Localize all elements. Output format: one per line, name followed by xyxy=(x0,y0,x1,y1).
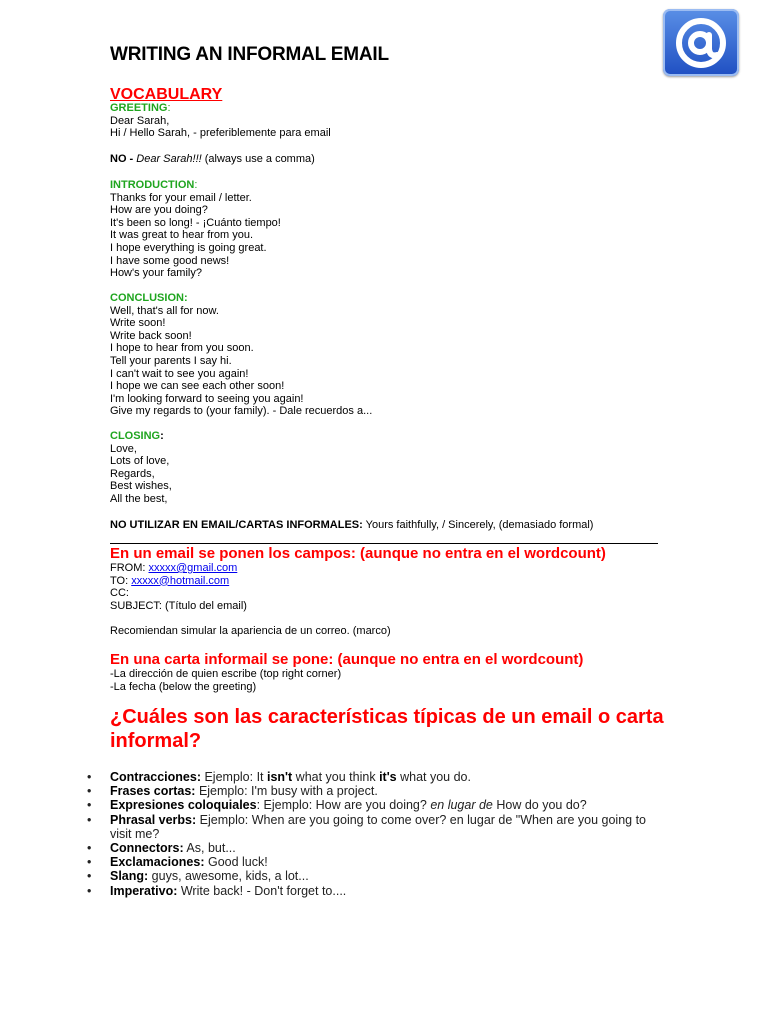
bullet-icon: • xyxy=(87,770,92,784)
introduction-line: It was great to hear from you. xyxy=(110,229,254,242)
item-label: Imperativo: xyxy=(110,883,178,898)
to-label: TO: xyxy=(110,574,132,587)
closing-label: CLOSING xyxy=(110,430,161,442)
item-label: Expresiones coloquiales xyxy=(110,798,257,813)
item-text: Ejemplo: I'm busy with a project. xyxy=(195,784,378,799)
introduction-line: How's your family? xyxy=(110,267,202,280)
closing-line: Lots of love, xyxy=(110,455,170,468)
no-example: Dear Sarah!!! xyxy=(136,153,202,165)
conclusion-label: CONCLUSION: xyxy=(110,292,188,304)
letter-field-line: -La fecha (below the greeting) xyxy=(110,680,257,693)
letter-fields-section xyxy=(110,668,341,693)
at-sign-icon xyxy=(663,9,739,76)
bullet-icon: • xyxy=(87,869,92,884)
item-text: Good luck! xyxy=(204,855,268,870)
characteristics-list xyxy=(87,770,665,898)
closing-line: All the best, xyxy=(110,492,168,505)
introduction-line: It's been so long! - ¡Cuánto tiempo! xyxy=(110,216,281,229)
list-item xyxy=(87,812,665,841)
conclusion-line: I can't wait to see you again! xyxy=(110,367,249,380)
bullet-icon: • xyxy=(87,812,92,827)
introduction-label: INTRODUCTION xyxy=(110,179,195,191)
no-note: (always use a comma) xyxy=(201,153,315,165)
divider xyxy=(110,543,658,544)
closing-line: Love, xyxy=(110,442,137,455)
vocabulary-heading: VOCABULARY xyxy=(110,86,223,103)
greeting-line: Hi / Hello Sarah, - preferiblemente para email xyxy=(110,127,331,140)
email-fields-section xyxy=(110,562,247,612)
item-text: As, but... xyxy=(183,841,236,856)
item-text: How do you do? xyxy=(492,798,587,813)
list-item xyxy=(87,798,665,813)
item-label: Phrasal verbs: xyxy=(110,812,197,827)
no-prefix: NO - xyxy=(110,153,137,165)
list-item xyxy=(87,841,665,856)
item-italic: en lugar de xyxy=(430,798,493,813)
bullet-icon: • xyxy=(87,798,92,813)
conclusion-line: Write back soon! xyxy=(110,329,192,342)
bullet-icon: • xyxy=(87,784,92,799)
list-item xyxy=(87,784,665,799)
item-label: Exclamaciones: xyxy=(110,855,205,870)
characteristics-heading: ¿Cuáles son las características típicas de un email o carta informal? xyxy=(110,706,664,752)
item-label: Connectors: xyxy=(110,841,184,856)
conclusion-line: I hope we can see each other soon! xyxy=(110,380,285,393)
no-utilizar-label: NO UTILIZAR EN EMAIL/CARTAS INFORMALES: xyxy=(110,519,363,531)
letter-field-line: -La dirección de quien escribe (top right corner) xyxy=(110,668,342,680)
greeting-no-note xyxy=(110,153,315,166)
bullet-icon: • xyxy=(87,841,92,856)
item-text: what you think xyxy=(292,770,380,784)
closing-line: Best wishes, xyxy=(110,480,172,493)
conclusion-line: Well, that's all for now. xyxy=(110,304,219,317)
item-label: Slang: xyxy=(110,869,149,884)
item-text: what you do. xyxy=(396,770,471,784)
greeting-colon: : xyxy=(167,102,171,114)
conclusion-section xyxy=(110,292,372,418)
closing-colon: : xyxy=(160,430,164,442)
greeting-label: GREETING xyxy=(110,102,168,114)
item-text: Ejemplo: It xyxy=(201,770,267,784)
list-item xyxy=(87,883,665,898)
greeting-line: Dear Sarah, xyxy=(110,114,170,127)
item-text: guys, awesome, kids, a lot... xyxy=(148,869,309,884)
conclusion-line: Tell your parents I say hi. xyxy=(110,354,232,367)
introduction-section xyxy=(110,179,281,280)
item-label: Frases cortas: xyxy=(110,784,196,799)
from-email-link[interactable]: xxxxx@gmail.com xyxy=(148,562,238,574)
item-text: Write back! - Don't forget to.... xyxy=(177,883,347,898)
email-fields-heading: En un email se ponen los campos: (aunque no entra en el wordcount) xyxy=(110,545,606,562)
cc-field: CC: xyxy=(110,587,129,600)
conclusion-line: I hope to hear from you soon. xyxy=(110,342,254,355)
list-item xyxy=(87,770,665,784)
from-label: FROM: xyxy=(110,562,149,574)
closing-line: Regards, xyxy=(110,467,155,480)
greeting-section xyxy=(110,102,331,140)
introduction-line: Thanks for your email / letter. xyxy=(110,191,252,204)
item-bold: it's xyxy=(379,770,397,784)
item-text: Ejemplo: When are you going to come over? en lugar de "When are you going to visit me? xyxy=(110,812,647,841)
introduction-colon: : xyxy=(194,179,198,191)
bullet-icon: • xyxy=(87,883,92,898)
page-title: WRITING AN INFORMAL EMAIL xyxy=(110,44,389,65)
list-item xyxy=(87,855,665,870)
item-text: : Ejemplo: How are you doing? xyxy=(256,798,431,813)
email-note xyxy=(110,625,391,638)
letter-fields-heading: En una carta informail se pone: (aunque no entra en el wordcount) xyxy=(110,651,584,668)
bullet-icon: • xyxy=(87,855,92,870)
closing-section xyxy=(110,430,172,506)
introduction-line: How are you doing? xyxy=(110,204,208,217)
list-item xyxy=(87,869,665,884)
to-email-link[interactable]: xxxxx@hotmail.com xyxy=(131,574,230,587)
subject-field: SUBJECT: (Título del email) xyxy=(110,599,247,612)
conclusion-line: Give my regards to (your family). - Dale recuerdos a... xyxy=(110,405,373,418)
conclusion-line: I'm looking forward to seeing you again! xyxy=(110,392,304,405)
item-bold: isn't xyxy=(267,770,293,784)
introduction-line: I hope everything is going great. xyxy=(110,241,267,254)
email-note-text: Recomiendan simular la apariencia de un correo. (marco) xyxy=(110,625,391,637)
item-label: Contracciones: xyxy=(110,770,201,784)
no-utilizar-text: Yours faithfully, / Sincerely, (demasiado formal) xyxy=(362,519,594,531)
no-utilizar-note xyxy=(110,519,593,532)
introduction-line: I have some good news! xyxy=(110,254,230,267)
conclusion-line: Write soon! xyxy=(110,317,166,330)
